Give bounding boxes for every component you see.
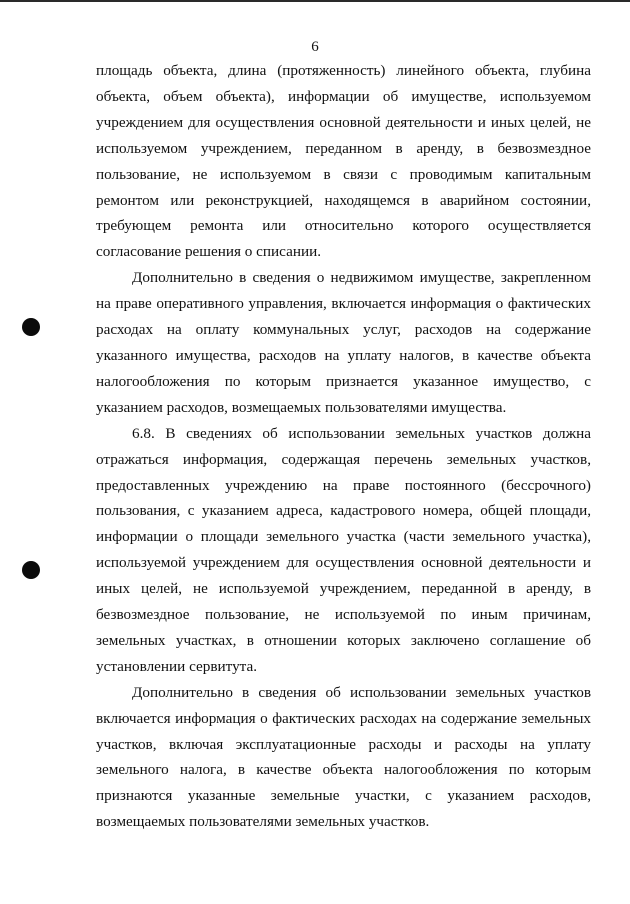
paragraph-immovable-property-expenses: Дополнительно в сведения о недвижимом имуществе, закрепленном на праве оперативного управления, включается информация о фактических расходах на оплату коммунальных услуг, расходов на содержание указанного имущества, расходов на уплату налогов, в качестве объекта налогообложения по которым признается указанное имущество, с указанием расходов, возмещаемых пользователями имущества. <box>96 269 591 416</box>
punch-hole-lower <box>22 561 40 579</box>
top-edge-line <box>0 0 630 2</box>
page-number: 6 <box>311 39 319 55</box>
paragraph-section-6-8: 6.8. В сведениях об использовании земельных участков должна отражаться информация, содержащая перечень земельных участков, предоставленных учреждению на праве постоянного (бессрочного) пользования, с указанием адреса, кадастрового номера, общей площади, информации о площади земельного участка (части земельного участка), используемой учреждением для осуществления основной деятельности и иных целей, не используемой учреждением, переданной в аренду, в безвозмездное пользование, не используемой по иным причинам, земельных участках, в отношении которых заключено соглашение об установлении сервитута. <box>96 424 591 675</box>
paragraph-continuation: площадь объекта, длина (протяженность) линейного объекта, глубина объекта, объем объекта), информации об имуществе, используемом учреждением для осуществления основной деятельности и иных целей, не используемом учреждением, переданном в аренду, в безвозмездное пользование, не используемом в связи с проводимым капитальным ремонтом или реконструкцией, находящемся в аварийном состоянии, требующем ремонта или относительно которого осуществляется согласование решения о списании. <box>96 62 591 261</box>
paragraph-land-plot-expenses: Дополнительно в сведения об использовании земельных участков включается информация о фактических расходах на содержание земельных участков, включая эксплуатационные расходы и расходы на уплату земельного налога, в качестве объекта налогообложения по которым признаются указанные земельные участки, с указанием расходов, возмещаемых пользователями земельных участков. <box>96 683 591 831</box>
document-body <box>96 58 591 835</box>
punch-hole-upper <box>22 318 40 336</box>
